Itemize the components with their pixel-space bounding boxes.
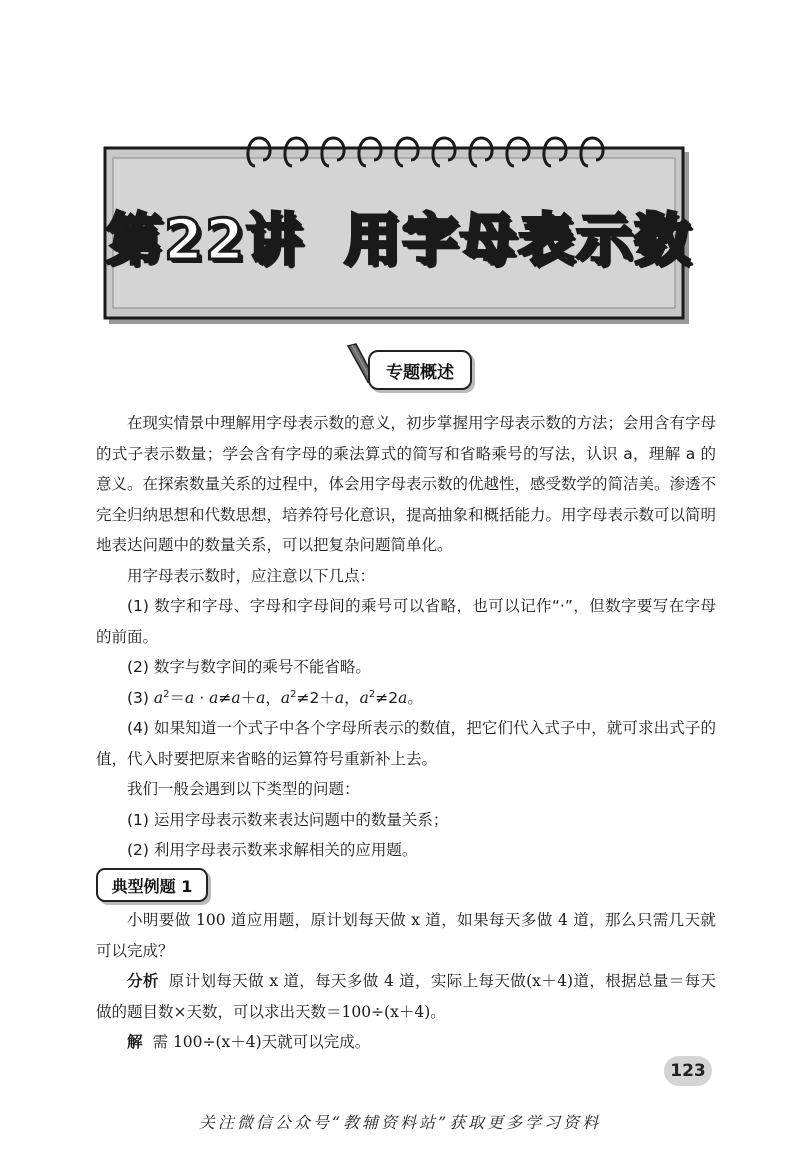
overview-text — [96, 408, 716, 866]
note-2: (2) 数字与数字间的乘号不能省略。 — [127, 658, 371, 676]
page-number: 123 — [664, 1056, 712, 1086]
notes-intro: 用字母表示数时，应注意以下几点： — [127, 566, 376, 585]
example-question: 小明要做 100 道应用题，原计划每天做 x 道，如果每天多做 4 道，那么只需几天就可以完成？ — [96, 911, 716, 960]
note-3-prefix: (3) — [127, 688, 154, 707]
type-1: (1) 运用字母表示数来表达问题中的数量关系； — [127, 810, 449, 829]
example-1 — [96, 905, 716, 1058]
example-analysis — [96, 966, 716, 1027]
section-title: 专题概述 — [368, 350, 472, 390]
type-2: (2) 利用字母表示数来求解相关的应用题。 — [127, 841, 418, 859]
chapter-banner — [103, 118, 695, 330]
overview-paragraph: 在现实情景中理解用字母表示数的意义，初步掌握用字母表示数的方法；会用含有字母的式子表示数量；学会含有字母的乘法算式的简写和省略乘号的写法，认识 a，理解 a 的意义。在探索数量关系的过程中，体会用字母表示数的优越性，感受数学的简洁美。渗透不完全归纳思想和代数思想，培养符号化意识，提高抽象和概括能力。用字母表示数可以简明地表达问题中的数量关系，可以把复杂问题简单化。 — [96, 414, 717, 554]
types-intro: 我们一般会遇到以下类型的问题： — [127, 780, 360, 798]
binder-rings — [243, 120, 643, 180]
analysis-tag: 分析 — [127, 972, 159, 990]
page-footer: 关注微信公众号“教辅资料站”获取更多学习资料 — [198, 1113, 602, 1132]
analysis-text: 原计划每天做 x 道，每天多做 4 道，实际上每天做(x＋4)道，根据总量＝每天做的题目数×天数，可以求出天数＝100÷(x＋4)。 — [96, 972, 716, 1021]
section-heading — [340, 342, 475, 396]
note-3: (3) $a^2=a \cdot a\ne a+a$，$a^2\ne 2+a$，$a^2\ne 2a$。 — [127, 688, 423, 707]
chapter-title — [103, 196, 695, 276]
note-1: (1) 数字和字母、字母和字母间的乘号可以省略，也可以记作“·”，但数字要写在字母的前面。 — [96, 597, 716, 646]
example-solution — [96, 1027, 716, 1058]
chapter-topic: 用字母表示数 — [343, 208, 692, 273]
example-label: 典型例题 1 — [96, 868, 208, 902]
solution-tag: 解 — [127, 1033, 143, 1051]
chapter-number: 第22讲 — [106, 208, 304, 273]
solution-text: 需 100÷(x＋4)天就可以完成。 — [152, 1033, 371, 1051]
note-4: (4) 如果知道一个式子中各个字母所表示的数值，把它们代入式子中，就可求出式子的值，代入时要把原来省略的运算符号重新补上去。 — [96, 719, 716, 768]
